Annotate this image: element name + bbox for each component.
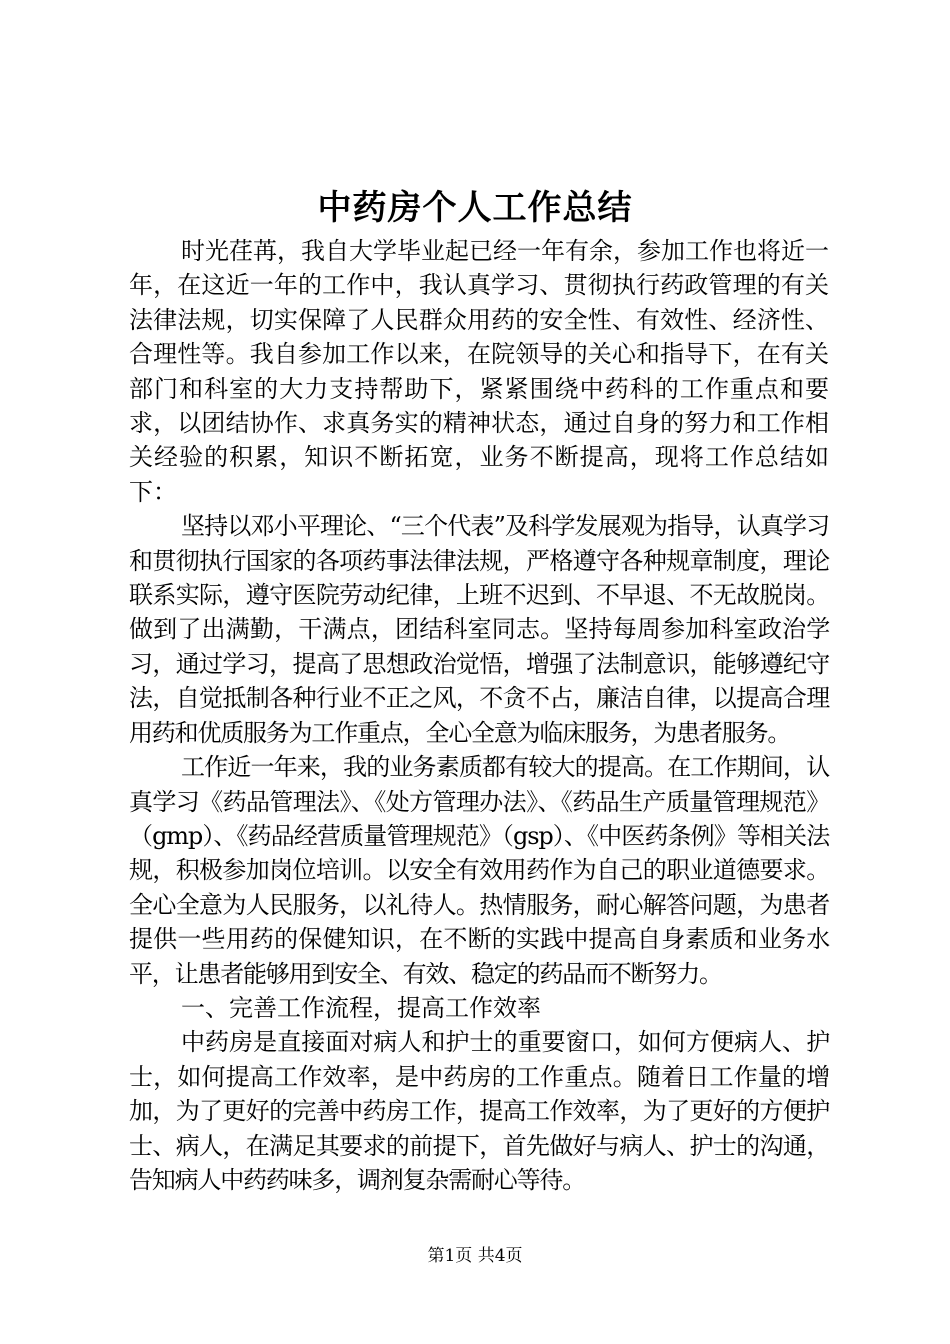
page-footer: 第1页 共4页 <box>427 1246 523 1266</box>
section-heading-workflow: 一、完善工作流程，提高工作效率 <box>181 993 541 1022</box>
document-title: 中药房个人工作总结 <box>317 188 633 228</box>
paragraph-workflow: 中药房是直接面对病人和护士的重要窗口，如何方便病人、护士，如何提高工作效率，是中药房的工作重点。随着日工作量的增加，为了更好的完善中药房工作，提高工作效率，为了更好的方便护士、病人，在满足其要求的前提下，首先做好与病人、护士的沟通，告知病人中药药味多，调剂复杂需耐心等待。 <box>129 1028 829 1194</box>
paragraph-professional-growth: 工作近一年来，我的业务素质都有较大的提高。在工作期间，认真学习《药品管理法》、《处方管理办法》、《药品生产质量管理规范》（gmp）、《药品经营质量管理规范》（gsp）、《中医药条例》等相关法规，积极参加岗位培训。以安全有效用药作为自己的职业道德要求。全心全意为人民服务，以礼待人。热情服务，耐心解答问题，为患者提供一些用药的保健知识，在不断的实践中提高自身素质和业务水平，让患者能够用到安全、有效、稳定的药品而不断努力。 <box>129 753 829 988</box>
paragraph-political-study: 坚持以邓小平理论、“三个代表”及科学发展观为指导，认真学习和贯彻执行国家的各项药事法律法规，严格遵守各种规章制度，理论联系实际，遵守医院劳动纪律，上班不迟到、不早退、不无故脱岗。做到了出满勤，干满点，团结科室同志。坚持每周参加科室政治学习，通过学习，提高了思想政治觉悟，增强了法制意识，能够遵纪守法，自觉抵制各种行业不正之风，不贪不占，廉洁自律，以提高合理用药和优质服务为工作重点，全心全意为临床服务，为患者服务。 <box>129 512 829 747</box>
document-body <box>129 234 829 1197</box>
paragraph-intro: 时光荏苒，我自大学毕业起已经一年有余，参加工作也将近一年，在这近一年的工作中，我认真学习、贯彻执行药政管理的有关法律法规，切实保障了人民群众用药的安全性、有效性、经济性、合理性等。我自参加工作以来，在院领导的关心和指导下，在有关部门和科室的大力支持帮助下，紧紧围绕中药科的工作重点和要求，以团结协作、求真务实的精神状态，通过自身的努力和工作相关经验的积累，知识不断拓宽，业务不断提高，现将工作总结如下： <box>129 237 829 506</box>
